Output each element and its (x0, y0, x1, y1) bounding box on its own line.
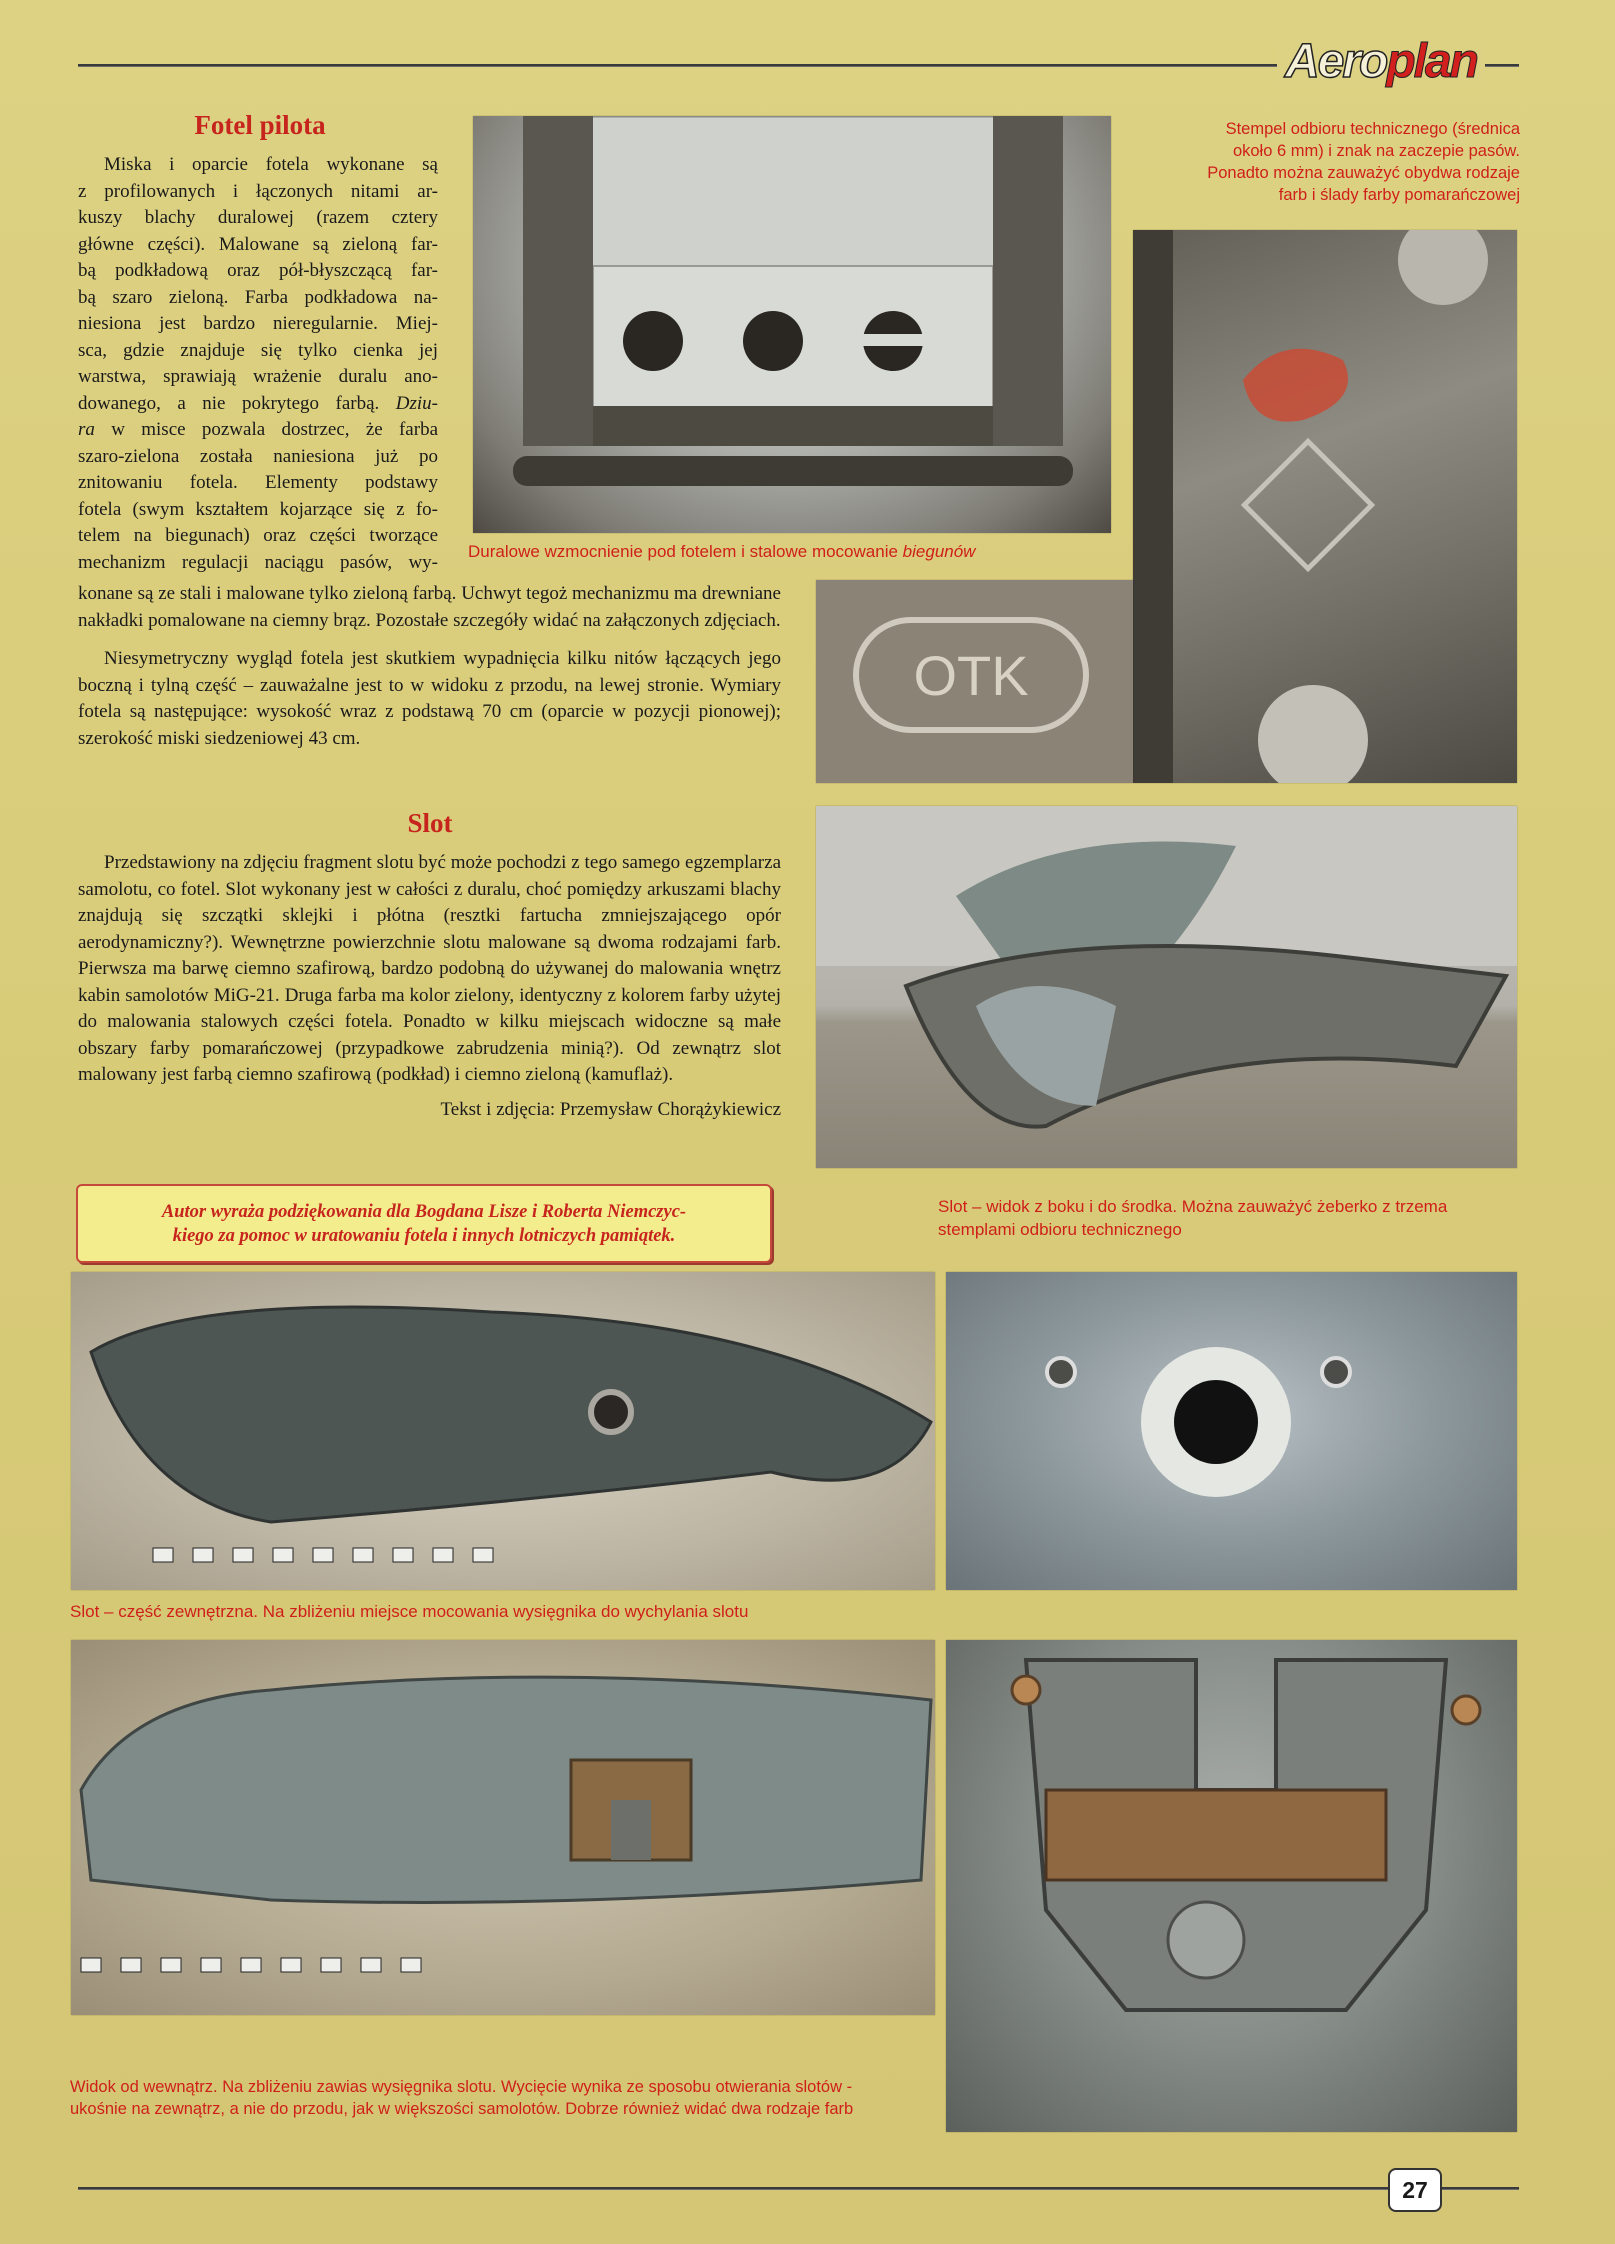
page-number: 27 (1388, 2168, 1442, 2212)
fotel-text-span: w misce pozwala dostrzec, że farba (111, 419, 439, 440)
slot-outer-closeup-photo (946, 1272, 1517, 1590)
caption-stamp-line: Ponadto można zauważyć obydwa rodzaje (1207, 164, 1520, 182)
caption-seat-base-italic: biegunów (902, 542, 976, 561)
fotel-text-line: Miska i oparcie fotela wykonane są (104, 154, 438, 175)
caption-slot-inner-line: Widok od wewnątrz. Na zbliżeniu zawias wysięgnika slotu. Wycięcie wynika ze sposobu otwierania slotów - (70, 2078, 853, 2096)
fotel-text-line: z profilowanych i łączonych nitami ar- (78, 180, 438, 202)
slot-outer-closeup-illustration (946, 1272, 1517, 1590)
fotel-text-line: telem na biegunach) oraz części tworzące (78, 525, 438, 546)
fotel-italic-word: Dziu- (395, 392, 439, 414)
logo-part-aero: Aero (1284, 35, 1387, 88)
fotel-text-line (78, 391, 438, 418)
caption-slot-side (938, 1195, 1523, 1241)
stamp-closeup-illustration (1133, 230, 1517, 783)
slot-side-illustration (816, 806, 1517, 1168)
slot-inner-photo (71, 1640, 935, 2015)
fotel-text-line: sca, gdzie znajduje się tylko cienka jej (78, 339, 438, 361)
fotel-text-line (78, 417, 438, 444)
caption-seat-base-text: Duralowe wzmocnienie pod fotelem i stalowe mocowanie (468, 542, 898, 561)
caption-stamp-line: Stempel odbioru technicznego (średnica (1225, 120, 1520, 138)
fotel-text-line: bą podkładową oraz pół-błyszczącą far- (78, 260, 438, 281)
fotel-paragraph-narrow (78, 152, 438, 576)
slot-side-photo (816, 806, 1517, 1168)
acknowledgement-text (162, 1200, 686, 1248)
section-title-fotel: Fotel pilota (194, 110, 326, 140)
fotel-paragraph-wide (78, 581, 781, 752)
fotel-text-line: fotela (swym kształtem kojarzące się z fo- (78, 498, 438, 520)
fotel-paragraph-1-end: konane są ze stali i malowane tylko zieloną farbą. Uchwyt tegoż mechanizmu ma drewniane nakładki pomalowane na ciemny brąz. Pozostałe szczegóły widać na załączonych zdjęciach. (78, 583, 781, 631)
caption-slot-inner-line: ukośnie na zewnątrz, a nie do przodu, jak w większości samolotów. Dobrze również widać dwa rodzaje farb (70, 2100, 854, 2118)
stamp-closeup-photo (1133, 230, 1517, 783)
fotel-text-line: bą szaro zieloną. Farba podkładowa na- (78, 286, 438, 308)
slot-outer-photo (71, 1272, 935, 1590)
fotel-italic-word: ra (78, 419, 95, 440)
slot-inner-illustration (71, 1640, 935, 2015)
fotel-paragraph-2: Niesymetryczny wygląd fotela jest skutkiem wypadnięcia kilku nitów łączących jego boczną i tylną część – zauważalne jest to w widoku z przodu, na lewej stronie. Wymiary fotela są następujące: wysokość wraz z podstawą 70 cm (oparcie w pozycji pionowej); szerokość miski siedzeniowej 43 cm. (78, 648, 781, 749)
caption-slot-side-line: stemplami odbioru technicznego (938, 1220, 1182, 1239)
acknowledgement-line-2: kiego za pomoc w uratowaniu fotela i innych lotniczych pamiątek. (172, 1225, 676, 1246)
fotel-text-line: warstwa, sprawiają wrażenie duralu ano- (78, 366, 438, 387)
acknowledgement-box (76, 1184, 772, 1263)
otk-stamp-text: OTK (913, 644, 1029, 707)
author-credit: Tekst i zdjęcia: Przemysław Chorążykiewicz (440, 1098, 781, 1120)
slot-outer-illustration (71, 1272, 935, 1590)
logo-part-plan: plan (1386, 35, 1477, 88)
slot-hinge-closeup-illustration (946, 1640, 1517, 2132)
fotel-text-line: szaro-zielona została naniesiona już po (78, 445, 438, 467)
fotel-text-line: niesiona jest bardzo nieregularnie. Miej- (78, 313, 438, 334)
caption-slot-inner (70, 2076, 950, 2120)
seat-base-illustration (473, 116, 1111, 533)
caption-slot-outer: Slot – część zewnętrzna. Na zbliżeniu miejsce mocowania wysięgnika do wychylania slotu (70, 1602, 749, 1621)
slot-paragraph-block (78, 850, 781, 1123)
seat-base-photo (473, 116, 1111, 533)
caption-stamp (1130, 118, 1520, 206)
fotel-text-line: główne części). Malowane są zieloną far- (78, 233, 438, 255)
otk-stamp-illustration (816, 580, 1133, 783)
section-title-slot: Slot (407, 808, 453, 838)
fotel-text-line: znitowaniu fotela. Elementy podstawy (78, 472, 438, 493)
magazine-logo (1277, 36, 1485, 88)
caption-stamp-line: farb i ślady farby pomarańczowej (1278, 186, 1520, 204)
otk-stamp-photo (816, 580, 1133, 783)
footer-rule (78, 2187, 1519, 2190)
fotel-text-line: kuszy blachy duralowej (razem cztery (78, 207, 438, 228)
caption-slot-side-line: Slot – widok z boku i do środka. Można zauważyć żeberko z trzema (938, 1197, 1448, 1216)
fotel-text-line: mechanizm regulacji naciągu pasów, wy- (78, 551, 438, 573)
slot-paragraph: Przedstawiony na zdjęciu fragment slotu być może pochodzi z tego samego egzemplarza samolotu, co fotel. Slot wykonany jest w całości z duralu, choć pomiędzy arkuszami blachy znajdują się szczątki sklejki i płótna (resztki fartucha zmniejszającego opór aerodynamiczny?). Wewnętrzne powierzchnie slotu malowane są dwoma rodzajami farb. Pierwsza ma barwę ciemno szafirową, bardzo podobną do używanej do malowania wnętrz kabin samolotów MiG-21. Druga farba ma kolor zielony, identyczny z kolorem farby użytej do malowania stalowych części fotela. Ponadto w kilku miejscach widoczne są małe obszary farby pomarańczowej (przypadkowe zabrudzenia minią?). Od zewnątrz slot malowany jest farbą ciemno szafirową (podkład) i ciemno zieloną (kamuflaż). (78, 852, 781, 1085)
slot-hinge-closeup-photo (946, 1640, 1517, 2132)
caption-seat-base (468, 540, 1108, 563)
caption-stamp-line: około 6 mm) i znak na zaczepie pasów. (1232, 142, 1520, 160)
acknowledgement-line-1: Autor wyraża podziękowania dla Bogdana Lisze i Roberta Niemczyc- (161, 1201, 687, 1222)
fotel-text-span: dowanego, a nie pokrytego farbą. (78, 392, 380, 414)
